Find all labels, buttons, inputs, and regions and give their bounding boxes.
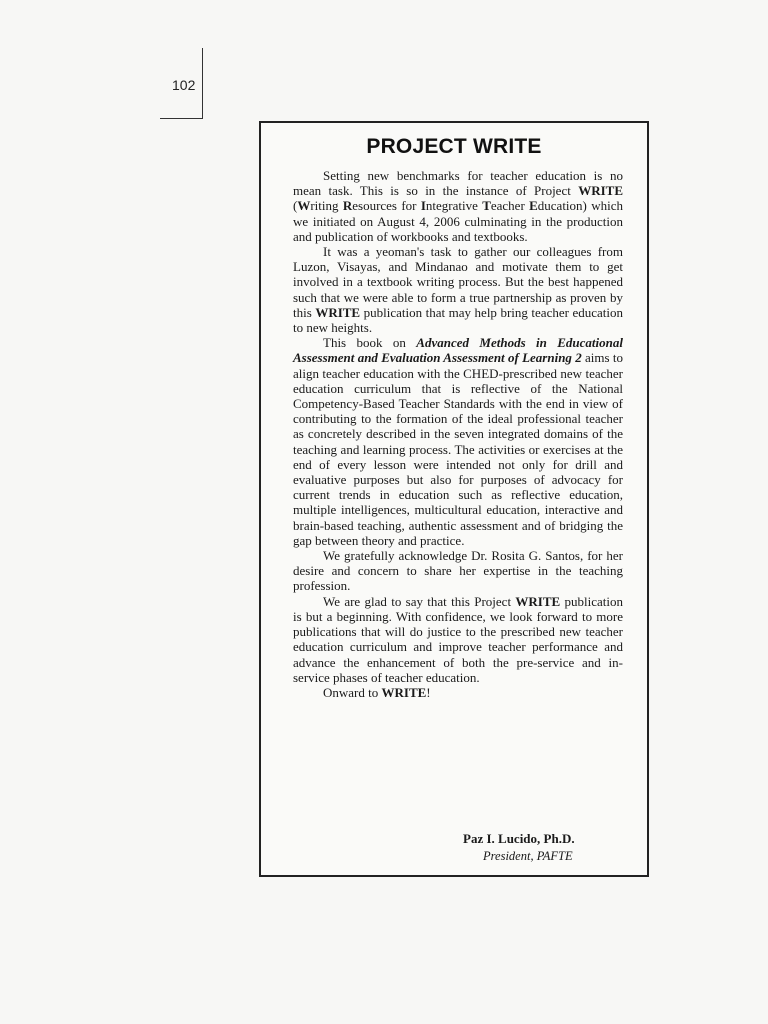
paragraph-1-bold-i: I [420, 198, 426, 214]
paragraph-1-text-h: ducation) which we initiated on August 4, 2006 culminating in the production and publication of workbooks and textbooks. [293, 198, 623, 244]
signature-name: Paz I. Lucido, Ph.D. [463, 831, 575, 846]
paragraph-1-bold-t: T [482, 198, 491, 214]
paragraph-5-text-a: We are glad to say that this Project [323, 593, 516, 609]
paragraph-6-bold-write: WRITE [381, 684, 427, 700]
article-body [293, 168, 623, 700]
paragraph-1-bold-write: WRITE [578, 183, 623, 199]
paragraph-1-text-g: eacher [490, 198, 530, 214]
paragraph-6-text-a: Onward to [323, 684, 382, 700]
paragraph-1-bold-w: W [297, 198, 311, 214]
paragraph-1-bold-r: R [342, 198, 353, 214]
paragraph-3 [293, 335, 623, 548]
paragraph-3-text-c: aims to align teacher education with the CHED-prescribed new teacher education curriculum that is reflective of the National Competency-Based Teacher Standards with the end in view of contributing to the formation of the ideal professional teacher as concretely described in the seven integrated domains of the teaching and learning process. The activities or exercises at the end of every lesson were intended not only for drill and evaluative purposes but also for purposes of advocacy for current trends in education such as reflective education, multiple intelligences, multicultural education, interactive and brain-based teaching, authentic assessment and of bridging the gap between theory and practice. [293, 350, 623, 548]
corner-rule-horizontal [160, 118, 203, 119]
paragraph-5-text-c: publication is but a beginning. With confidence, we look forward to more publications that will do justice to the prescribed new teacher education curriculum and improve teacher performance and advance the enhancement of both the pre-service and in-service phases of teacher education. [293, 593, 623, 685]
paragraph-2-text-c: publication that may help bring teacher education to new heights. [293, 304, 623, 336]
corner-rule-vertical [202, 48, 203, 118]
book-title: Advanced Methods in Educational Assessment and Evaluation Assessment of Learning 2 [293, 335, 623, 366]
paragraph-1-bold-e: E [529, 198, 538, 214]
paragraph-2-text-a: It was a yeoman's task to gather our colleagues from Luzon, Visayas, and Mindanao and motivate them to get involved in a textbook writing process. But the best happened such that we were able to form a true partnership as proven by this [293, 244, 623, 320]
paragraph-5 [293, 594, 623, 685]
paragraph-1-text-e: esources for [352, 198, 421, 214]
paragraph-6-text-c: ! [426, 684, 431, 700]
foreword-box [259, 121, 649, 877]
paragraph-1 [293, 168, 623, 244]
article-title: PROJECT WRITE [366, 135, 542, 158]
page-number: 102 [172, 77, 196, 93]
paragraph-1-text-d: riting [310, 198, 343, 214]
paragraph-2-bold-write: WRITE [315, 304, 361, 320]
paragraph-1-text-c: ( [293, 198, 298, 214]
paragraph-6 [293, 685, 623, 700]
signature-role: President, PAFTE [483, 849, 573, 863]
paragraph-2 [293, 244, 623, 335]
paragraph-5-bold-write: WRITE [515, 593, 561, 609]
paragraph-4: We gratefully acknowledge Dr. Rosita G. Santos, for her desire and concern to share her expertise in the teaching profession. [293, 548, 623, 594]
paragraph-3-text-a: This book on [323, 335, 417, 351]
paragraph-1-text-a: Setting new benchmarks for teacher education is no mean task. This is so in the instance of Project [293, 168, 623, 199]
paragraph-1-text-f: ntegrative [425, 198, 483, 214]
